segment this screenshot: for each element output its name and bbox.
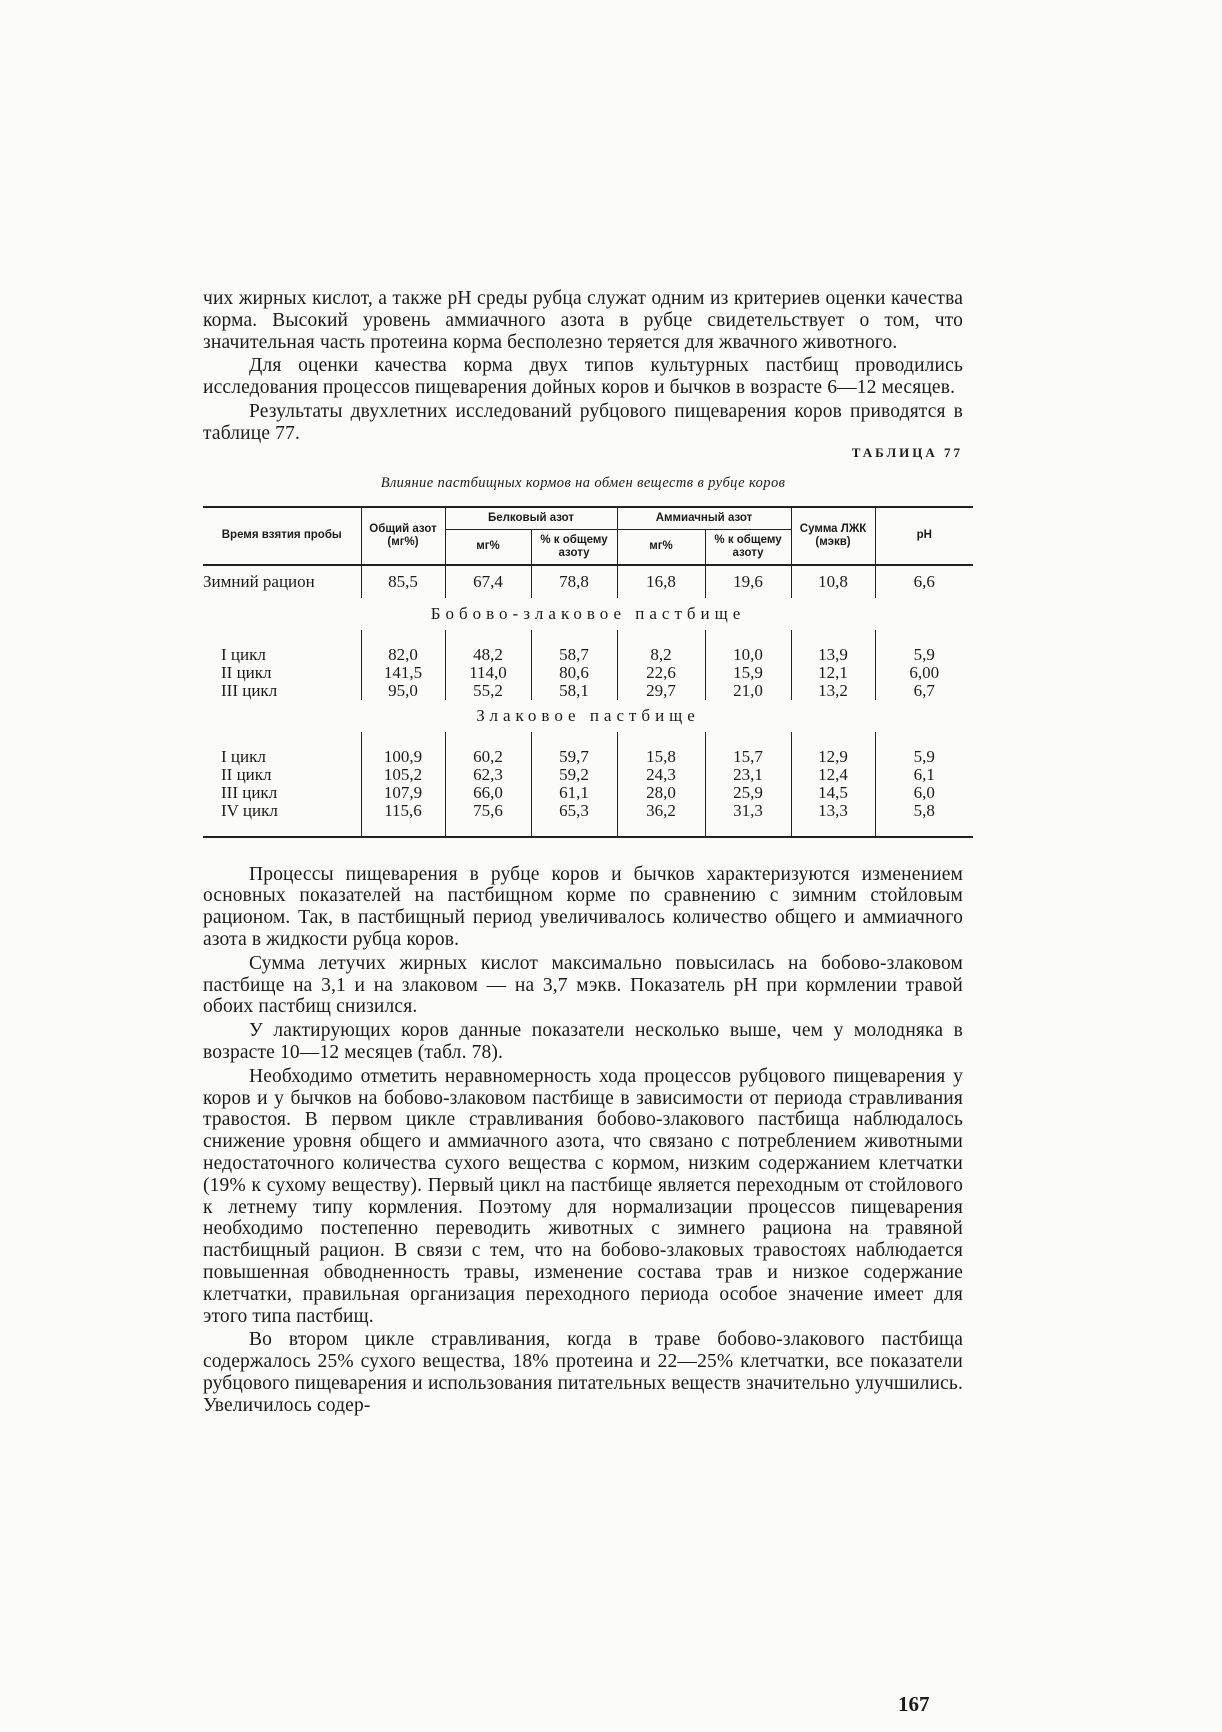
- paragraph: Необходимо отметить неравномерность хода процессов рубцового пищеварения у коров и у бычков на бобово-злаковом пастбище в зависимости от периода стравливания травостоя. В первом цикле стравливания бобово-злакового пастбища наблюдалось снижение уровня общего и аммиачного азота, что связано с потреблением животными недостаточного количества сухого вещества с кормом, низким содержанием клетчатки (19% к сухому веществу). Первый цикл на пастбище является переходным от стойлового к летнему типу кормления. Поэтому для нормализации процессов пищеварения необходимо постепенно переводить животных с зимнего рациона на травяной пастбищный рацион. В связи с тем, что на бобово-злаковых травостоях наблюдается повышенная обводненность травы, изменение состава трав и низкое содержание клетчатки, правильная организация переходного периода особое значение имеет для этого типа пастбищ.: [203, 1065, 963, 1327]
- cell: 31,3: [705, 802, 791, 820]
- col-header-protein-mg: мг%: [445, 529, 531, 565]
- intro-text: [203, 288, 963, 445]
- col-header-protein-pct: % к общему азоту: [531, 529, 617, 565]
- cell: 19,6: [705, 565, 791, 598]
- table-number: ТАБЛИЦА 77: [851, 444, 963, 460]
- section-title: Злаковое пастбище: [476, 705, 700, 725]
- cell: 10,0: [705, 646, 791, 664]
- cell: 105,2: [361, 766, 445, 784]
- paragraph: Процессы пищеварения в рубце коров и бычков характеризуются изменением основных показателей на пастбищном корме по сравнению с зимним стойловым рационом. Так, в пастбищный период увеличивалось количество общего и аммиачного азота в жидкости рубца коров.: [203, 863, 963, 950]
- cell: 6,6: [875, 565, 973, 598]
- cell: 95,0: [361, 682, 445, 700]
- row-label: III цикл: [221, 782, 278, 802]
- cell: 65,3: [531, 802, 617, 820]
- cell: 15,7: [705, 748, 791, 766]
- row-label: II цикл: [221, 662, 272, 682]
- cell: 55,2: [445, 682, 531, 700]
- cell: 6,7: [875, 682, 973, 700]
- cell: 5,9: [875, 646, 973, 664]
- cell: 8,2: [617, 646, 705, 664]
- cell: 82,0: [361, 646, 445, 664]
- table-caption: Влияние пастбищных кормов на обмен веществ в рубце коров: [380, 474, 786, 491]
- cell: 16,8: [617, 565, 705, 598]
- col-header-ammonia-mg: мг%: [617, 529, 705, 565]
- cell: 13,2: [791, 682, 875, 700]
- main-text: [203, 864, 963, 1417]
- cell: 115,6: [361, 802, 445, 820]
- row-label: IV цикл: [221, 800, 278, 820]
- cell: 59,7: [531, 748, 617, 766]
- cell: 13,3: [791, 802, 875, 820]
- page-number: 167: [898, 1692, 930, 1716]
- table-row: [203, 802, 973, 820]
- paragraph: чих жирных кислот, а также pH среды рубца служат одним из критериев оценки качества корма. Высокий уровень аммиачного азота в рубце свидетельствует о том, что значительная часть протеина корма бесполезно теряется для жвачного животного.: [203, 288, 963, 353]
- section-header: [203, 700, 973, 732]
- cell: 14,5: [791, 784, 875, 802]
- row-label: II цикл: [221, 764, 272, 784]
- table-row: [203, 766, 973, 784]
- col-header-ph: pH: [875, 507, 973, 565]
- cell: 25,9: [705, 784, 791, 802]
- cell: 10,8: [791, 565, 875, 598]
- cell: 58,1: [531, 682, 617, 700]
- table-row: [203, 784, 973, 802]
- col-header-vfa: Сумма ЛЖК (мэкв): [791, 507, 875, 565]
- table-row: [203, 682, 973, 700]
- cell: 21,0: [705, 682, 791, 700]
- cell: 78,8: [531, 565, 617, 598]
- cell: 24,3: [617, 766, 705, 784]
- col-header-protein-n: Белковый азот: [445, 507, 617, 530]
- cell: 12,4: [791, 766, 875, 784]
- cell: 29,7: [617, 682, 705, 700]
- cell: 67,4: [445, 565, 531, 598]
- cell: 5,9: [875, 748, 973, 766]
- cell: 23,1: [705, 766, 791, 784]
- table-row: [203, 646, 973, 664]
- cell: 6,0: [875, 784, 973, 802]
- table-header: [203, 507, 973, 565]
- cell: 15,9: [705, 664, 791, 682]
- cell: 36,2: [617, 802, 705, 820]
- cell: 48,2: [445, 646, 531, 664]
- cell: 141,5: [361, 664, 445, 682]
- cell: 59,2: [531, 766, 617, 784]
- table-row: [203, 565, 973, 598]
- cell: 22,6: [617, 664, 705, 682]
- section-title: Бобово-злаковое пастбище: [430, 603, 746, 623]
- cell: 28,0: [617, 784, 705, 802]
- cell: 58,7: [531, 646, 617, 664]
- col-header-ammonia-n: Аммиачный азот: [617, 507, 791, 530]
- cell: 12,9: [791, 748, 875, 766]
- col-header-total-n: Общий азот (мг%): [361, 507, 445, 565]
- table-row: [203, 748, 973, 766]
- paragraph: Во втором цикле стравливания, когда в траве бобово-злакового пастбища содержалось 25% сухого вещества, 18% протеина и 22—25% клетчатки, все показатели рубцового пищеварения и использования питательных веществ значительно улучшились. Увеличилось содер-: [203, 1329, 963, 1416]
- winter-group: [203, 565, 973, 598]
- legume-grass-group: [203, 630, 973, 700]
- grass-group: [203, 732, 973, 837]
- cell: 75,6: [445, 802, 531, 820]
- row-label: III цикл: [221, 680, 278, 700]
- cell: 62,3: [445, 766, 531, 784]
- cell: 107,9: [361, 784, 445, 802]
- cell: 15,8: [617, 748, 705, 766]
- paragraph: У лактирующих коров данные показатели несколько выше, чем у молодняка в возрасте 10—12 месяцев (табл. 78).: [203, 1020, 963, 1063]
- paragraph: Сумма летучих жирных кислот максимально повысилась на бобово-злаковом пастбище на 3,1 и на злаковом — на 3,7 мэкв. Показатель pH при кормлении травой обоих пастбищ снизился.: [203, 952, 963, 1018]
- col-header-time: Время взятия пробы: [203, 507, 361, 565]
- col-header-ammonia-pct: % к общему азоту: [705, 529, 791, 565]
- data-table: [203, 506, 973, 840]
- cell: 13,9: [791, 646, 875, 664]
- cell: 66,0: [445, 784, 531, 802]
- cell: 114,0: [445, 664, 531, 682]
- table-row: [203, 664, 973, 682]
- cell: 100,9: [361, 748, 445, 766]
- cell: 6,1: [875, 766, 973, 784]
- page-body: [203, 288, 963, 1417]
- cell: 12,1: [791, 664, 875, 682]
- paragraph: Результаты двухлетних исследований рубцового пищеварения коров приводятся в таблице 77.: [203, 400, 963, 444]
- cell: 5,8: [875, 802, 973, 820]
- row-label: Зимний рацион: [203, 571, 315, 591]
- cell: 80,6: [531, 664, 617, 682]
- paragraph: Для оценки качества корма двух типов культурных пастбищ проводились исследования процессов пищеварения дойных коров и бычков в возрасте 6—12 месяцев.: [203, 355, 963, 399]
- row-label: I цикл: [221, 644, 266, 664]
- row-label: I цикл: [221, 746, 266, 766]
- cell: 60,2: [445, 748, 531, 766]
- cell: 61,1: [531, 784, 617, 802]
- section-header: [203, 598, 973, 630]
- cell: 6,00: [875, 664, 973, 682]
- cell: 85,5: [361, 565, 445, 598]
